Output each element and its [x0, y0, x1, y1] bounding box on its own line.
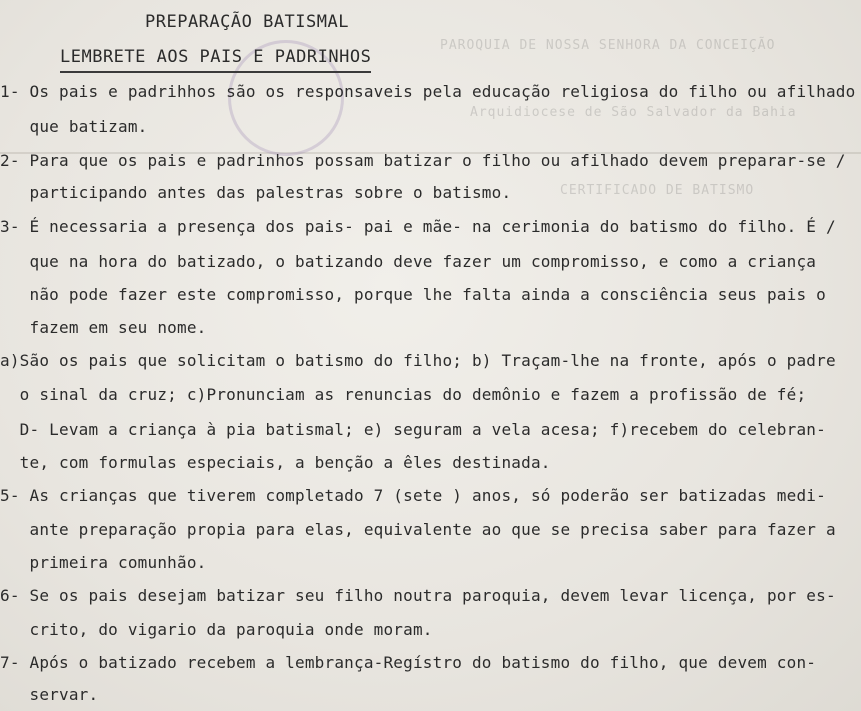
text-line-18: 7- Após o batizado recebem a lembrança-Regístro do batismo do filho, que devem con-: [0, 653, 817, 672]
bleed-through-header: PAROQUIA DE NOSSA SENHORA DA CONCEIÇÃO: [440, 38, 776, 53]
text-line-5: 3- É necessaria a presença dos pais- pai e mãe- na cerimonia do batismo do filho. É /: [0, 217, 836, 236]
text-line-12: te, com formulas especiais, a benção a êles destinada.: [0, 453, 551, 472]
text-line-17: crito, do vigario da paroquia onde moram.: [0, 620, 433, 639]
text-line-19: servar.: [0, 685, 99, 704]
bleed-through-subheader: Arquidiocese de São Salvador da Bahia: [470, 105, 797, 120]
text-line-6: que na hora do batizado, o batizando deve fazer um compromisso, e como a criança: [0, 252, 817, 271]
document-subtitle: LEMBRETE AOS PAIS E PADRINHOS: [60, 47, 371, 73]
text-line-15: primeira comunhão.: [0, 553, 207, 572]
bleed-through-certificate: CERTIFICADO DE BATISMO: [560, 183, 755, 198]
text-line-13: 5- As crianças que tiverem completado 7 (sete ) anos, só poderão ser batizadas medi-: [0, 486, 826, 505]
text-line-3: 2- Para que os pais e padrinhos possam batizar o filho ou afilhado devem preparar-se /: [0, 151, 846, 170]
text-line-14: ante preparação propia para elas, equivalente ao que se precisa saber para fazer a: [0, 520, 836, 539]
document-title: PREPARAÇÃO BATISMAL: [145, 12, 349, 32]
text-line-2: que batizam.: [0, 117, 148, 136]
text-line-9: a)São os pais que solicitam o batismo do filho; b) Traçam-lhe na fronte, após o padre: [0, 351, 836, 370]
text-line-7: não pode fazer este compromisso, porque lhe falta ainda a consciência seus pais o: [0, 285, 826, 304]
text-line-10: o sinal da cruz; c)Pronunciam as renuncias do demônio e fazem a profissão de fé;: [0, 385, 807, 404]
text-line-8: fazem em seu nome.: [0, 318, 207, 337]
text-line-1: 1- Os pais e padrihhos são os responsaveis pela educação religiosa do filho ou afilhado: [0, 82, 856, 101]
text-line-16: 6- Se os pais desejam batizar seu filho noutra paroquia, devem levar licença, por es-: [0, 586, 836, 605]
text-line-11: D- Levam a criança à pia batismal; e) seguram a vela acesa; f)recebem do celebran-: [0, 420, 826, 439]
text-line-4: participando antes das palestras sobre o batismo.: [0, 183, 512, 202]
